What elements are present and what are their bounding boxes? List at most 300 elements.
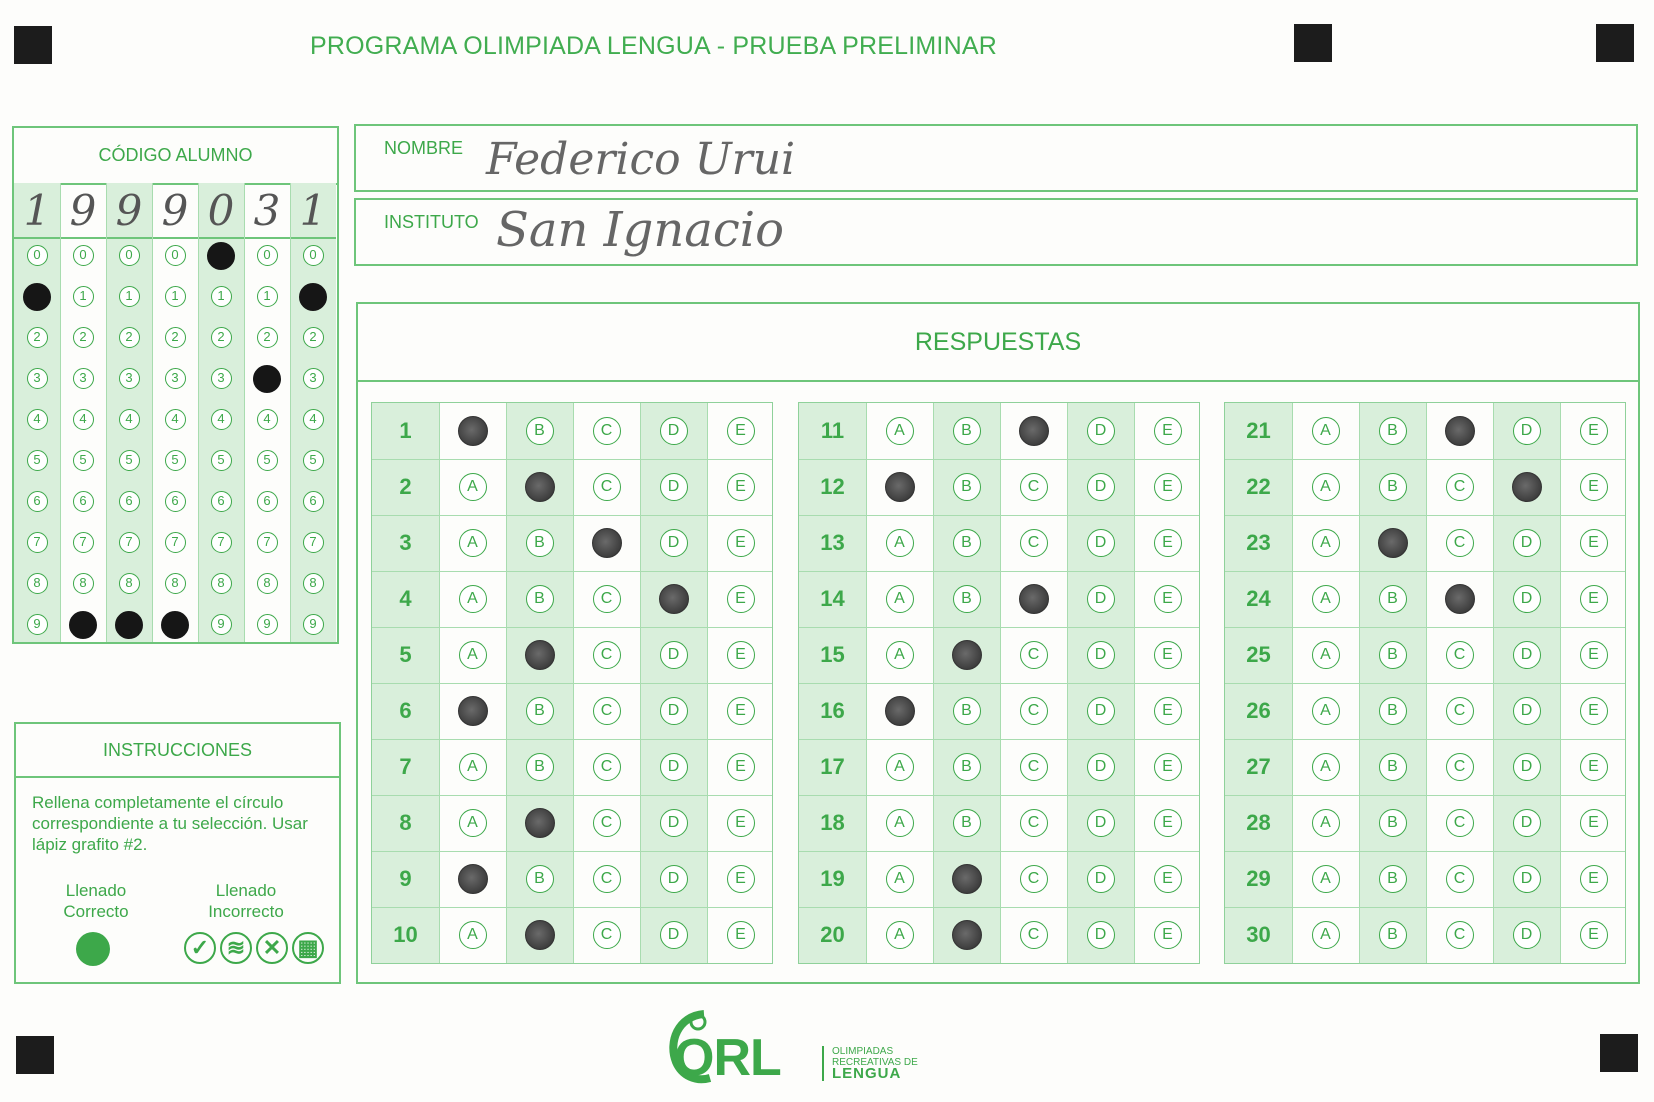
logo-mark: ORL [674, 1029, 781, 1087]
answer-bubble-c[interactable]: C [1446, 753, 1474, 781]
grid-line [1225, 627, 1625, 628]
answer-bubble-a[interactable]: A [886, 753, 914, 781]
answer-bubble-a[interactable] [885, 696, 915, 726]
answer-bubble-e[interactable]: E [727, 865, 755, 893]
answer-bubble-e[interactable]: E [727, 809, 755, 837]
code-bubble[interactable]: 6 [119, 491, 140, 512]
code-bubble[interactable] [115, 611, 143, 639]
code-bubble[interactable]: 3 [165, 368, 186, 389]
answer-bubble-b[interactable] [1378, 528, 1408, 558]
code-bubble[interactable]: 8 [257, 573, 278, 594]
code-bubble[interactable]: 2 [119, 327, 140, 348]
answer-bubble-b[interactable] [525, 808, 555, 838]
answer-bubble-b[interactable]: B [526, 529, 554, 557]
instructions-title: INSTRUCCIONES [16, 724, 339, 778]
answer-bubble-c[interactable]: C [1020, 641, 1048, 669]
grid-line [1225, 571, 1625, 572]
answer-bubble-c[interactable]: C [1020, 753, 1048, 781]
answer-bubble-d[interactable]: D [1513, 921, 1541, 949]
answer-bubble-a[interactable]: A [459, 809, 487, 837]
question-number: 13 [820, 530, 845, 555]
correct-fill-example-icon [76, 932, 110, 966]
grid-line [372, 851, 772, 852]
orl-logo [662, 1002, 962, 1092]
code-digit-handwritten: 1 [290, 183, 336, 239]
code-bubble[interactable]: 8 [27, 573, 48, 594]
answer-bubble-c[interactable] [1019, 584, 1049, 614]
code-bubble[interactable]: 0 [303, 245, 324, 266]
answer-bubble-b[interactable]: B [1379, 417, 1407, 445]
answer-bubble-b[interactable] [952, 864, 982, 894]
answer-bubble-d[interactable]: D [660, 641, 688, 669]
answer-bubble-b[interactable]: B [1379, 921, 1407, 949]
code-bubble[interactable]: 7 [165, 532, 186, 553]
question-number: 23 [1246, 530, 1271, 555]
answer-bubble-e[interactable]: E [1154, 585, 1182, 613]
code-bubble[interactable]: 4 [211, 409, 232, 430]
question-number: 22 [1246, 474, 1271, 499]
answer-bubble-d[interactable]: D [1513, 417, 1541, 445]
answer-bubble-a[interactable]: A [1312, 529, 1340, 557]
code-bubble[interactable] [253, 365, 281, 393]
code-bubble[interactable]: 4 [303, 409, 324, 430]
answer-bubble-b[interactable]: B [1379, 697, 1407, 725]
answer-bubble-a[interactable]: A [1312, 473, 1340, 501]
answer-bubble-d[interactable]: D [1087, 585, 1115, 613]
code-bubble[interactable]: 3 [303, 368, 324, 389]
scribble-mark-icon: ≋ [220, 932, 252, 964]
question-number: 14 [820, 586, 845, 611]
code-bubble[interactable] [69, 611, 97, 639]
question-number: 10 [393, 922, 418, 947]
code-bubble[interactable] [299, 283, 327, 311]
answer-bubble-e[interactable]: E [1154, 473, 1182, 501]
answer-bubble-c[interactable]: C [1020, 921, 1048, 949]
code-bubble[interactable]: 9 [27, 614, 48, 635]
answer-bubble-c[interactable]: C [1446, 697, 1474, 725]
answers-title: RESPUESTAS [358, 304, 1638, 382]
grid-line [372, 683, 772, 684]
code-bubble[interactable]: 6 [303, 491, 324, 512]
grid-line [372, 627, 772, 628]
answer-bubble-a[interactable]: A [1312, 865, 1340, 893]
answer-bubble-e[interactable]: E [1580, 641, 1608, 669]
answer-bubble-d[interactable]: D [1513, 529, 1541, 557]
answer-bubble-d[interactable]: D [1087, 753, 1115, 781]
code-bubble[interactable]: 6 [211, 491, 232, 512]
answer-bubble-a[interactable]: A [1312, 697, 1340, 725]
answer-bubble-b[interactable]: B [526, 585, 554, 613]
code-bubble[interactable]: 7 [303, 532, 324, 553]
answer-bubble-a[interactable] [458, 696, 488, 726]
answer-bubble-a[interactable]: A [1312, 585, 1340, 613]
answer-bubble-b[interactable]: B [953, 417, 981, 445]
answer-bubble-a[interactable]: A [1312, 641, 1340, 669]
code-bubble[interactable]: 2 [257, 327, 278, 348]
answer-bubble-b[interactable]: B [953, 697, 981, 725]
answer-bubble-c[interactable]: C [1020, 529, 1048, 557]
answer-bubble-b[interactable] [952, 640, 982, 670]
code-column [244, 183, 290, 642]
institute-handwriting: San Ignacio [496, 202, 785, 258]
grid-line [372, 571, 772, 572]
question-number: 19 [820, 866, 845, 891]
answer-bubble-a[interactable]: A [886, 641, 914, 669]
answer-bubble-e[interactable]: E [1154, 809, 1182, 837]
code-bubble[interactable]: 5 [73, 450, 94, 471]
grid-line [1225, 851, 1625, 852]
answer-bubble-e[interactable]: E [1154, 641, 1182, 669]
answer-bubble-b[interactable]: B [526, 865, 554, 893]
answer-bubble-e[interactable]: E [1580, 809, 1608, 837]
answer-bubble-d[interactable]: D [1513, 641, 1541, 669]
answer-bubble-a[interactable]: A [459, 641, 487, 669]
code-bubble[interactable]: 0 [73, 245, 94, 266]
answer-bubble-e[interactable]: E [1580, 417, 1608, 445]
student-code-title: CÓDIGO ALUMNO [14, 128, 337, 185]
code-bubble[interactable]: 6 [27, 491, 48, 512]
answer-bubble-d[interactable]: D [1087, 641, 1115, 669]
answer-bubble-b[interactable]: B [526, 417, 554, 445]
answer-bubble-a[interactable]: A [886, 809, 914, 837]
answer-bubble-e[interactable]: E [727, 585, 755, 613]
logo-line-3: LENGUA [832, 1065, 902, 1082]
question-number: 9 [399, 866, 412, 891]
answer-bubble-b[interactable] [525, 472, 555, 502]
answer-bubble-e[interactable]: E [1580, 865, 1608, 893]
answer-bubble-d[interactable]: D [1513, 865, 1541, 893]
question-number: 12 [820, 474, 845, 499]
grid-line [799, 683, 1199, 684]
answer-bubble-d[interactable]: D [1087, 529, 1115, 557]
code-bubble[interactable]: 5 [303, 450, 324, 471]
code-column [290, 183, 336, 642]
code-bubble[interactable]: 6 [165, 491, 186, 512]
answer-bubble-d[interactable] [659, 584, 689, 614]
answer-bubble-b[interactable]: B [1379, 641, 1407, 669]
answer-bubble-a[interactable]: A [886, 865, 914, 893]
answer-bubble-b[interactable]: B [1379, 753, 1407, 781]
answer-bubble-e[interactable]: E [1154, 753, 1182, 781]
code-bubble[interactable]: 5 [211, 450, 232, 471]
answer-bubble-c[interactable]: C [593, 753, 621, 781]
answer-bubble-c[interactable] [1019, 416, 1049, 446]
code-bubble[interactable]: 8 [73, 573, 94, 594]
code-bubble[interactable]: 6 [73, 491, 94, 512]
code-bubble[interactable]: 6 [257, 491, 278, 512]
answer-bubble-a[interactable]: A [459, 921, 487, 949]
question-number: 20 [820, 922, 845, 947]
answer-bubble-b[interactable]: B [953, 809, 981, 837]
answer-bubble-d[interactable]: D [1087, 417, 1115, 445]
answer-bubble-a[interactable]: A [886, 585, 914, 613]
correct-fill-label: Llenado Correcto [63, 881, 129, 921]
registration-mark-top-middle [1294, 24, 1332, 62]
answer-bubble-a[interactable]: A [886, 921, 914, 949]
answer-bubble-a[interactable]: A [1312, 753, 1340, 781]
code-bubble[interactable]: 4 [73, 409, 94, 430]
code-bubble[interactable]: 5 [257, 450, 278, 471]
answer-bubble-e[interactable]: E [1154, 921, 1182, 949]
answer-bubble-e[interactable]: E [1580, 921, 1608, 949]
answer-bubble-e[interactable]: E [727, 473, 755, 501]
answer-bubble-e[interactable]: E [1154, 865, 1182, 893]
code-bubble[interactable]: 0 [165, 245, 186, 266]
answer-bubble-c[interactable]: C [1020, 809, 1048, 837]
question-number: 5 [399, 642, 412, 667]
grid-line [799, 459, 1199, 460]
answer-bubble-e[interactable]: E [727, 921, 755, 949]
answer-bubble-d[interactable]: D [1513, 585, 1541, 613]
answer-bubble-c[interactable]: C [1020, 865, 1048, 893]
code-bubble[interactable]: 1 [165, 286, 186, 307]
question-number: 6 [399, 698, 412, 723]
question-number: 25 [1246, 642, 1271, 667]
code-bubble[interactable]: 8 [165, 573, 186, 594]
answer-bubble-c[interactable]: C [1446, 473, 1474, 501]
answer-block-1-10 [371, 402, 773, 964]
code-bubble[interactable]: 3 [119, 368, 140, 389]
answer-bubble-e[interactable]: E [727, 641, 755, 669]
code-bubble[interactable]: 9 [303, 614, 324, 635]
answer-bubble-a[interactable] [458, 416, 488, 446]
answer-bubble-d[interactable]: D [660, 697, 688, 725]
code-bubble[interactable]: 7 [73, 532, 94, 553]
answer-bubble-a[interactable]: A [1312, 417, 1340, 445]
code-digit-handwritten: 9 [60, 183, 106, 239]
code-bubble[interactable]: 4 [27, 409, 48, 430]
logo-line-1: OLIMPIADAS [832, 1046, 894, 1057]
instructions-text: Rellena completamente el círculo correspondiente a tu selección. Usar lápiz grafito #2. [32, 793, 308, 854]
name-handwriting: Federico Urui [486, 134, 796, 185]
answer-bubble-d[interactable]: D [1087, 473, 1115, 501]
code-bubble[interactable]: 0 [257, 245, 278, 266]
code-digit-handwritten: 9 [152, 183, 198, 239]
answer-bubble-a[interactable]: A [459, 753, 487, 781]
answer-bubble-c[interactable]: C [1446, 529, 1474, 557]
answer-bubble-a[interactable]: A [459, 529, 487, 557]
code-bubble[interactable]: 4 [257, 409, 278, 430]
grid-line [372, 459, 772, 460]
code-bubble[interactable]: 2 [27, 327, 48, 348]
code-bubble[interactable]: 4 [165, 409, 186, 430]
answer-bubble-c[interactable] [1445, 584, 1475, 614]
code-bubble[interactable]: 1 [211, 286, 232, 307]
answer-bubble-a[interactable]: A [459, 473, 487, 501]
grid-line [1225, 515, 1625, 516]
answer-bubble-d[interactable] [1512, 472, 1542, 502]
answer-bubble-d[interactable]: D [1087, 697, 1115, 725]
answer-bubble-c[interactable]: C [593, 697, 621, 725]
answer-bubble-b[interactable]: B [1379, 473, 1407, 501]
name-field[interactable] [354, 124, 1638, 192]
code-digit-handwritten: 3 [244, 183, 290, 239]
answer-bubble-b[interactable]: B [526, 697, 554, 725]
code-bubble[interactable] [207, 242, 235, 270]
answer-bubble-b[interactable]: B [1379, 865, 1407, 893]
answer-bubble-e[interactable]: E [1580, 529, 1608, 557]
answer-bubble-b[interactable]: B [953, 529, 981, 557]
code-bubble[interactable]: 0 [27, 245, 48, 266]
answer-bubble-d[interactable]: D [1513, 753, 1541, 781]
answer-bubble-e[interactable]: E [1154, 529, 1182, 557]
code-bubble[interactable]: 3 [211, 368, 232, 389]
answer-bubble-d[interactable]: D [1087, 809, 1115, 837]
answer-bubble-a[interactable]: A [886, 417, 914, 445]
answer-bubble-b[interactable]: B [526, 753, 554, 781]
answer-bubble-c[interactable]: C [593, 921, 621, 949]
grid-line [1225, 795, 1625, 796]
answer-bubble-b[interactable] [525, 920, 555, 950]
answer-bubble-c[interactable]: C [1446, 809, 1474, 837]
grid-line [799, 795, 1199, 796]
grid-line [372, 907, 772, 908]
answer-bubble-c[interactable]: C [1020, 697, 1048, 725]
answer-bubble-e[interactable]: E [727, 417, 755, 445]
code-column [152, 183, 198, 642]
answer-bubble-d[interactable]: D [660, 753, 688, 781]
answer-bubble-c[interactable]: C [1446, 921, 1474, 949]
answer-bubble-b[interactable]: B [953, 585, 981, 613]
answer-bubble-b[interactable] [525, 640, 555, 670]
code-bubble[interactable] [23, 283, 51, 311]
answer-bubble-c[interactable]: C [593, 865, 621, 893]
answer-bubble-a[interactable]: A [459, 585, 487, 613]
institute-label: INSTITUTO [384, 212, 479, 232]
answer-bubble-a[interactable] [458, 864, 488, 894]
code-bubble[interactable]: 2 [165, 327, 186, 348]
code-digit-handwritten: 9 [106, 183, 152, 239]
question-number: 21 [1246, 418, 1271, 443]
answer-bubble-e[interactable]: E [727, 753, 755, 781]
question-number: 2 [399, 474, 412, 499]
answer-bubble-d[interactable]: D [660, 921, 688, 949]
code-bubble[interactable]: 5 [119, 450, 140, 471]
question-number: 16 [820, 698, 845, 723]
answer-bubble-c[interactable]: C [593, 417, 621, 445]
code-bubble[interactable]: 7 [257, 532, 278, 553]
code-bubble[interactable]: 1 [73, 286, 94, 307]
answer-bubble-b[interactable]: B [1379, 809, 1407, 837]
registration-mark-bottom-right [1600, 1034, 1638, 1072]
code-bubble[interactable] [161, 611, 189, 639]
answer-bubble-c[interactable]: C [593, 809, 621, 837]
answer-bubble-c[interactable] [1445, 416, 1475, 446]
code-bubble[interactable]: 3 [73, 368, 94, 389]
code-column [198, 183, 244, 642]
question-number: 29 [1246, 866, 1271, 891]
registration-mark-top-right [1596, 24, 1634, 62]
answer-bubble-e[interactable]: E [1580, 697, 1608, 725]
grid-line [799, 851, 1199, 852]
code-bubble[interactable]: 1 [119, 286, 140, 307]
answer-bubble-c[interactable]: C [593, 473, 621, 501]
answer-block-11-20 [798, 402, 1200, 964]
answer-bubble-e[interactable]: E [727, 697, 755, 725]
institute-field[interactable] [354, 198, 1638, 266]
code-bubble[interactable]: 1 [257, 286, 278, 307]
code-digit-handwritten: 0 [198, 183, 244, 239]
code-bubble[interactable]: 0 [119, 245, 140, 266]
question-number: 30 [1246, 922, 1271, 947]
answer-bubble-c[interactable]: C [1446, 641, 1474, 669]
answer-bubble-c[interactable]: C [1446, 865, 1474, 893]
code-bubble[interactable]: 8 [303, 573, 324, 594]
answer-bubble-d[interactable]: D [660, 809, 688, 837]
answer-bubble-b[interactable]: B [1379, 585, 1407, 613]
code-bubble[interactable]: 7 [27, 532, 48, 553]
question-number: 26 [1246, 698, 1271, 723]
answer-bubble-e[interactable]: E [1154, 697, 1182, 725]
answer-bubble-b[interactable] [952, 920, 982, 950]
code-column [106, 183, 152, 642]
grid-line [60, 183, 61, 642]
answer-bubble-e[interactable]: E [1154, 417, 1182, 445]
check-mark-icon: ✓ [184, 932, 216, 964]
answer-bubble-d[interactable]: D [660, 865, 688, 893]
incorrect-fill-label: Llenado Incorrecto [208, 881, 284, 921]
code-bubble[interactable]: 8 [211, 573, 232, 594]
grid-line [372, 739, 772, 740]
code-bubble[interactable]: 2 [303, 327, 324, 348]
answer-bubble-c[interactable] [592, 528, 622, 558]
answer-bubble-a[interactable]: A [1312, 921, 1340, 949]
answer-bubble-d[interactable]: D [1087, 921, 1115, 949]
code-bubble[interactable]: 2 [211, 327, 232, 348]
answer-bubble-d[interactable]: D [1513, 809, 1541, 837]
question-number: 18 [820, 810, 845, 835]
answer-bubble-b[interactable]: B [953, 473, 981, 501]
grid-line [290, 183, 291, 642]
answer-bubble-c[interactable]: C [593, 641, 621, 669]
registration-mark-top-left [14, 26, 52, 64]
answer-bubble-a[interactable] [885, 472, 915, 502]
question-number: 27 [1246, 754, 1271, 779]
grid-line [1225, 683, 1625, 684]
answer-bubble-e[interactable]: E [727, 529, 755, 557]
answer-bubble-e[interactable]: E [1580, 473, 1608, 501]
code-bubble[interactable]: 5 [27, 450, 48, 471]
answer-bubble-e[interactable]: E [1580, 753, 1608, 781]
code-bubble[interactable]: 3 [27, 368, 48, 389]
partial-fill-icon: ▦ [292, 932, 324, 964]
question-number: 3 [399, 530, 412, 555]
code-bubble[interactable]: 7 [119, 532, 140, 553]
answer-bubble-c[interactable]: C [593, 585, 621, 613]
answer-bubble-a[interactable]: A [1312, 809, 1340, 837]
grid-line [799, 907, 1199, 908]
question-number: 15 [820, 642, 845, 667]
answer-bubble-d[interactable]: D [1513, 697, 1541, 725]
code-bubble[interactable]: 9 [257, 614, 278, 635]
answer-bubble-d[interactable]: D [660, 417, 688, 445]
code-bubble[interactable]: 9 [211, 614, 232, 635]
code-bubble[interactable]: 2 [73, 327, 94, 348]
answer-bubble-d[interactable]: D [1087, 865, 1115, 893]
answer-bubble-d[interactable]: D [660, 473, 688, 501]
grid-line [1225, 907, 1625, 908]
code-bubble[interactable]: 8 [119, 573, 140, 594]
answer-bubble-e[interactable]: E [1580, 585, 1608, 613]
answer-bubble-c[interactable]: C [1020, 473, 1048, 501]
code-bubble[interactable]: 4 [119, 409, 140, 430]
answer-bubble-d[interactable]: D [660, 529, 688, 557]
code-bubble[interactable]: 5 [165, 450, 186, 471]
code-bubble[interactable]: 7 [211, 532, 232, 553]
answer-bubble-b[interactable]: B [953, 753, 981, 781]
grid-line [372, 515, 772, 516]
answer-bubble-a[interactable]: A [886, 529, 914, 557]
